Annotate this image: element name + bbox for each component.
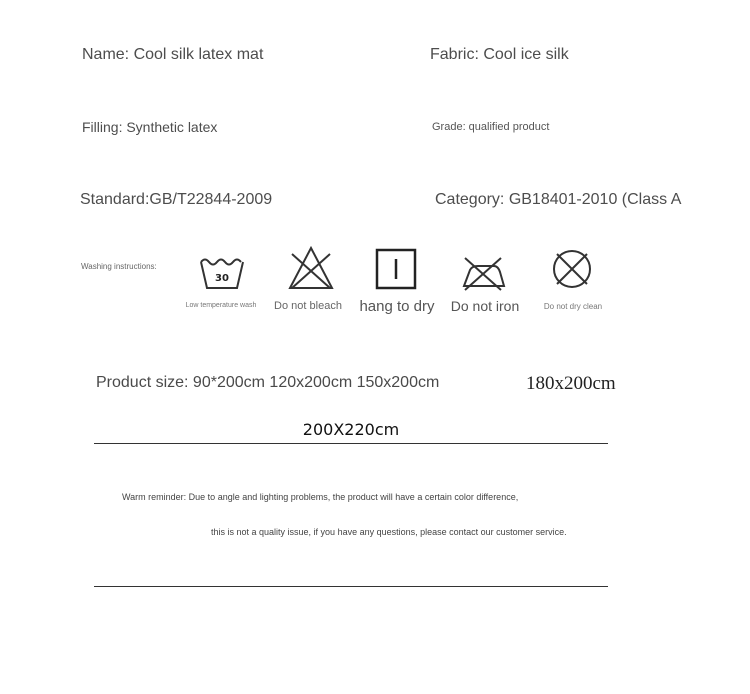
spec-grade: Grade: qualified product — [432, 121, 550, 133]
spec-fabric: Fabric: Cool ice silk — [430, 46, 569, 63]
spec-category: Category: GB18401-2010 (Class A — [435, 191, 682, 208]
do-not-bleach-icon — [288, 246, 334, 290]
wash-tub-30-icon — [198, 252, 246, 292]
care-label-hang-to-dry: hang to dry — [359, 298, 435, 315]
care-label-low-temp-wash: Low temperature wash — [185, 302, 257, 309]
spec-standard: Standard:GB/T22844-2009 — [80, 191, 273, 208]
do-not-iron-icon — [460, 254, 506, 294]
divider-top — [94, 443, 608, 444]
product-size-line1: Product size: 90*200cm 120x200cm 150x200cm — [96, 374, 440, 391]
product-size-line2: 200X220cm — [302, 420, 400, 439]
wash-temp-label: 30 — [215, 273, 229, 284]
spec-name: Name: Cool silk latex mat — [82, 46, 264, 63]
washing-heading: Washing instructions: — [81, 262, 157, 271]
product-size-extra: 180x200cm — [526, 373, 616, 394]
divider-bottom — [94, 586, 608, 587]
do-not-dry-clean-icon — [551, 248, 593, 290]
hang-dry-icon — [375, 248, 419, 292]
care-label-do-not-dry-clean: Do not dry clean — [543, 302, 603, 311]
care-label-do-not-bleach: Do not bleach — [274, 300, 342, 312]
spec-filling: Filling: Synthetic latex — [82, 119, 218, 135]
reminder-line1: Warm reminder: Due to angle and lighting problems, the product will have a certain color difference, — [122, 492, 519, 502]
reminder-line2: this is not a quality issue, if you have any questions, please contact our customer service. — [211, 527, 567, 537]
care-label-do-not-iron: Do not iron — [450, 298, 520, 314]
